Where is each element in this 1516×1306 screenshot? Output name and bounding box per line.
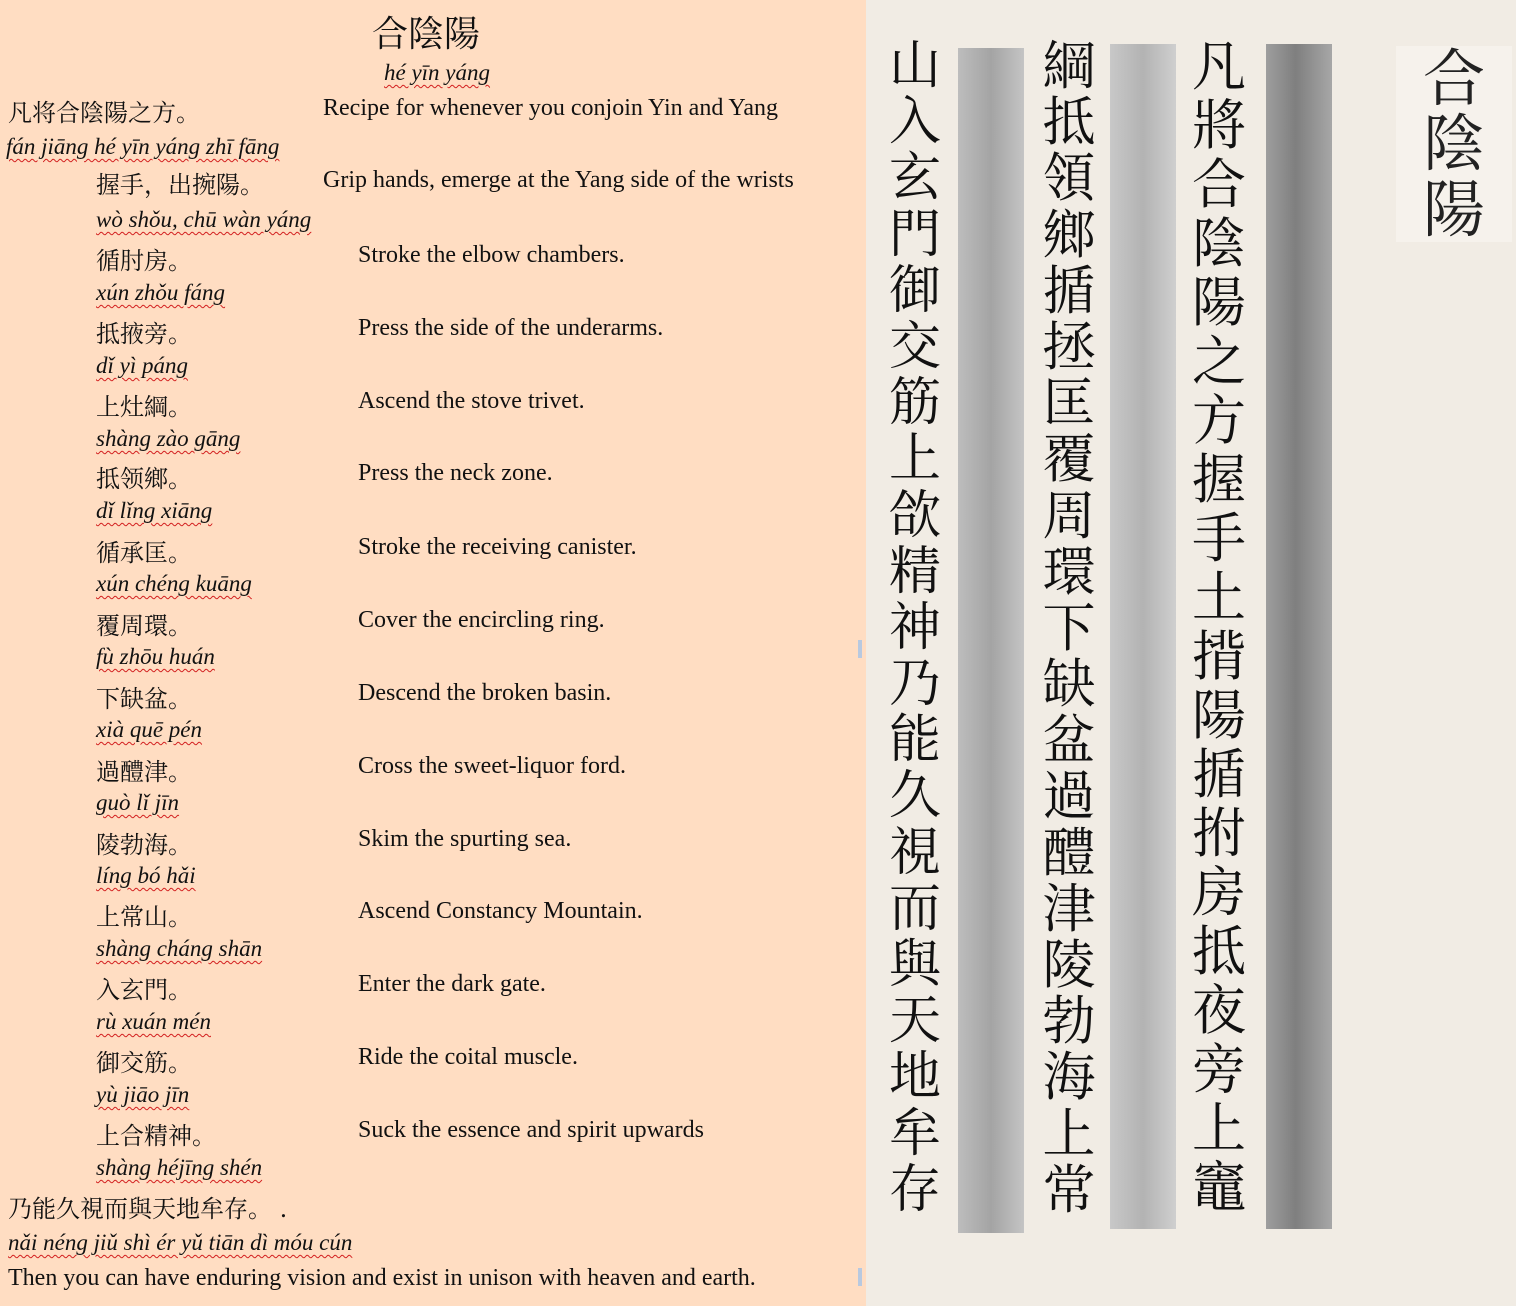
scan-char: 缺 <box>1042 654 1096 716</box>
closing-pinyin: nǎi néng jiǔ shì ér yǔ tiān dì móu cún <box>8 1230 353 1255</box>
step-chinese: 握手，出捥陽。 <box>96 171 264 199</box>
scan-title <box>1396 42 1512 246</box>
scroll-marker <box>858 1268 862 1286</box>
scan-char: 抵 <box>1042 92 1096 154</box>
step-chinese: 陵勃海。 <box>96 831 192 859</box>
scan-char: 覆 <box>1042 429 1096 491</box>
step-english: Skim the spurting sea. <box>358 826 572 852</box>
opening-english: Recipe for whenever you conjoin Yin and Yang <box>323 95 779 121</box>
scan-char: 天 <box>888 991 941 1052</box>
scan-char: 而 <box>888 878 941 939</box>
scan-char: 陽 <box>1192 271 1246 334</box>
scan-column <box>1186 35 1252 1220</box>
scan-char: 地 <box>888 1047 941 1108</box>
scan-char: 揗 <box>1042 260 1096 322</box>
page-title: 合陰陽 <box>372 14 481 55</box>
step-pinyin: xún chéng kuāng <box>96 571 252 596</box>
scan-char: 握 <box>1192 448 1246 511</box>
scan-char: 御 <box>888 260 941 321</box>
scan-column <box>882 36 948 1220</box>
step-english: Ascend the stove trivet. <box>358 388 585 414</box>
bamboo-strip-rubbing <box>1266 44 1332 1229</box>
step-english: Cross the sweet-liquor ford. <box>358 753 626 779</box>
scan-char: 竈 <box>1192 1156 1246 1219</box>
scan-char: 交 <box>888 316 941 377</box>
title-pinyin: hé yīn yáng <box>384 60 491 85</box>
step-english: Enter the dark gate. <box>358 971 546 997</box>
closing-english: Then you can have enduring vision and exist in unison with heaven and earth. <box>8 1265 756 1291</box>
scan-char: 下 <box>1042 597 1096 659</box>
scan-char: 環 <box>1042 541 1096 603</box>
step-pinyin: shàng cháng shān <box>96 936 263 961</box>
scan-char: 上 <box>1192 1097 1246 1160</box>
scan-char: 綱 <box>1042 36 1096 97</box>
scan-char: 房 <box>1192 861 1246 924</box>
scan-char: 欱 <box>888 485 941 546</box>
opening-pinyin: fán jiāng hé yīn yáng zhī fāng <box>6 134 280 159</box>
step-pinyin: shàng héjīng shén <box>96 1155 263 1180</box>
step-english: Descend the broken basin. <box>358 680 612 706</box>
scan-char: 牟 <box>888 1103 941 1164</box>
step-chinese: 抵领鄉。 <box>96 465 192 493</box>
scan-title-char: 合 <box>1422 42 1485 116</box>
bamboo-strip-rubbing <box>958 48 1024 1233</box>
scan-char: 土 <box>1192 566 1246 629</box>
step-pinyin: xún zhǒu fáng <box>96 280 226 305</box>
scan-char: 津 <box>1042 878 1096 940</box>
scan-char: 旁 <box>1192 1038 1246 1101</box>
step-english: Press the neck zone. <box>358 460 553 486</box>
scan-char: 久 <box>888 766 941 827</box>
scan-char: 陰 <box>1192 212 1246 275</box>
scan-char: 與 <box>888 935 941 995</box>
scan-char: 將 <box>1192 94 1246 157</box>
scan-char: 手 <box>1192 507 1246 570</box>
step-english: Press the side of the underarms. <box>358 315 664 341</box>
scan-char: 匡 <box>1042 373 1096 435</box>
scan-char: 凡 <box>1192 35 1246 98</box>
scan-char: 周 <box>1042 485 1096 547</box>
step-chinese: 下缺盆。 <box>96 685 192 713</box>
step-chinese: 上常山。 <box>96 903 192 931</box>
step-chinese: 循肘房。 <box>96 247 192 275</box>
scan-char: 視 <box>888 822 941 883</box>
step-pinyin: shàng zào gāng <box>96 426 241 451</box>
scroll-marker <box>858 640 862 658</box>
step-chinese: 抵掖旁。 <box>96 320 192 348</box>
step-english: Suck the essence and spirit upwards <box>358 1117 704 1143</box>
scan-char: 抵 <box>1192 920 1246 983</box>
scan-char: 上 <box>888 429 941 490</box>
scan-char: 存 <box>888 1159 941 1220</box>
step-pinyin: yù jiāo jīn <box>96 1082 190 1107</box>
step-chinese: 過醴津。 <box>96 758 192 786</box>
step-pinyin: guò lǐ jīn <box>96 790 180 815</box>
step-pinyin: líng bó hǎi <box>96 863 196 888</box>
scan-char: 陽 <box>1192 684 1246 747</box>
closing-chinese: 乃能久視而與天地牟存。 . <box>8 1195 288 1223</box>
scan-char: 醴 <box>1042 822 1096 884</box>
scan-char: 玄 <box>888 148 941 209</box>
scan-char: 之 <box>1192 330 1246 393</box>
step-english: Stroke the elbow chambers. <box>358 242 625 268</box>
scan-char: 精 <box>888 541 941 602</box>
step-english: Ascend Constancy Mountain. <box>358 898 643 924</box>
step-chinese: 上灶綱。 <box>96 393 192 421</box>
step-chinese: 覆周環。 <box>96 612 192 640</box>
scan-char: 陵 <box>1042 935 1096 996</box>
step-chinese: 上合精神。 <box>96 1122 216 1150</box>
scan-char: 拯 <box>1042 316 1096 378</box>
opening-chinese: 凡将合陰陽之方。 <box>8 99 200 127</box>
scan-char: 乃 <box>888 654 941 715</box>
scan-char: 過 <box>1042 766 1096 828</box>
scan-char: 海 <box>1042 1047 1096 1109</box>
scan-char: 揗 <box>1192 743 1246 806</box>
scan-char: 常 <box>1042 1159 1096 1221</box>
step-pinyin: dǐ lǐng xiāng <box>96 498 213 523</box>
step-english: Cover the encircling ring. <box>358 607 605 633</box>
scan-char: 鄉 <box>1042 204 1096 266</box>
step-chinese: 循承匡。 <box>96 539 192 567</box>
scan-char: 領 <box>1042 148 1096 210</box>
step-pinyin: dǐ yì páng <box>96 353 188 378</box>
scan-char: 山 <box>888 36 941 96</box>
scan-char: 勃 <box>1042 991 1096 1053</box>
scan-char: 能 <box>888 710 941 771</box>
scan-title-char: 陽 <box>1422 172 1485 246</box>
bamboo-strip-rubbing <box>1110 44 1176 1229</box>
scan-char: 盆 <box>1042 710 1096 772</box>
scan-char: 神 <box>888 597 941 658</box>
step-english: Ride the coital muscle. <box>358 1044 578 1070</box>
step-english: Stroke the receiving canister. <box>358 534 637 560</box>
scan-column <box>1036 36 1102 1221</box>
scan-char: 拊 <box>1192 802 1246 865</box>
step-pinyin: xià quē pén <box>96 717 203 742</box>
scan-char: 筋 <box>888 373 941 434</box>
scan-char: 合 <box>1192 153 1246 216</box>
step-chinese: 入玄門。 <box>96 976 192 1004</box>
scan-char: 入 <box>888 92 941 153</box>
scan-char: 上 <box>1042 1103 1096 1165</box>
step-pinyin: fù zhōu huán <box>96 644 215 669</box>
step-english: Grip hands, emerge at the Yang side of the wrists <box>323 167 794 193</box>
step-pinyin: wò shǒu, chū wàn yáng <box>96 207 312 232</box>
scan-char: 方 <box>1192 389 1246 452</box>
step-pinyin: rù xuán mén <box>96 1009 211 1034</box>
scan-char: 門 <box>888 204 941 265</box>
step-chinese: 御交筋。 <box>96 1049 192 1077</box>
scan-char: 夜 <box>1192 979 1246 1042</box>
scan-char: 揹 <box>1192 625 1246 688</box>
scan-title-char: 陰 <box>1422 107 1485 181</box>
